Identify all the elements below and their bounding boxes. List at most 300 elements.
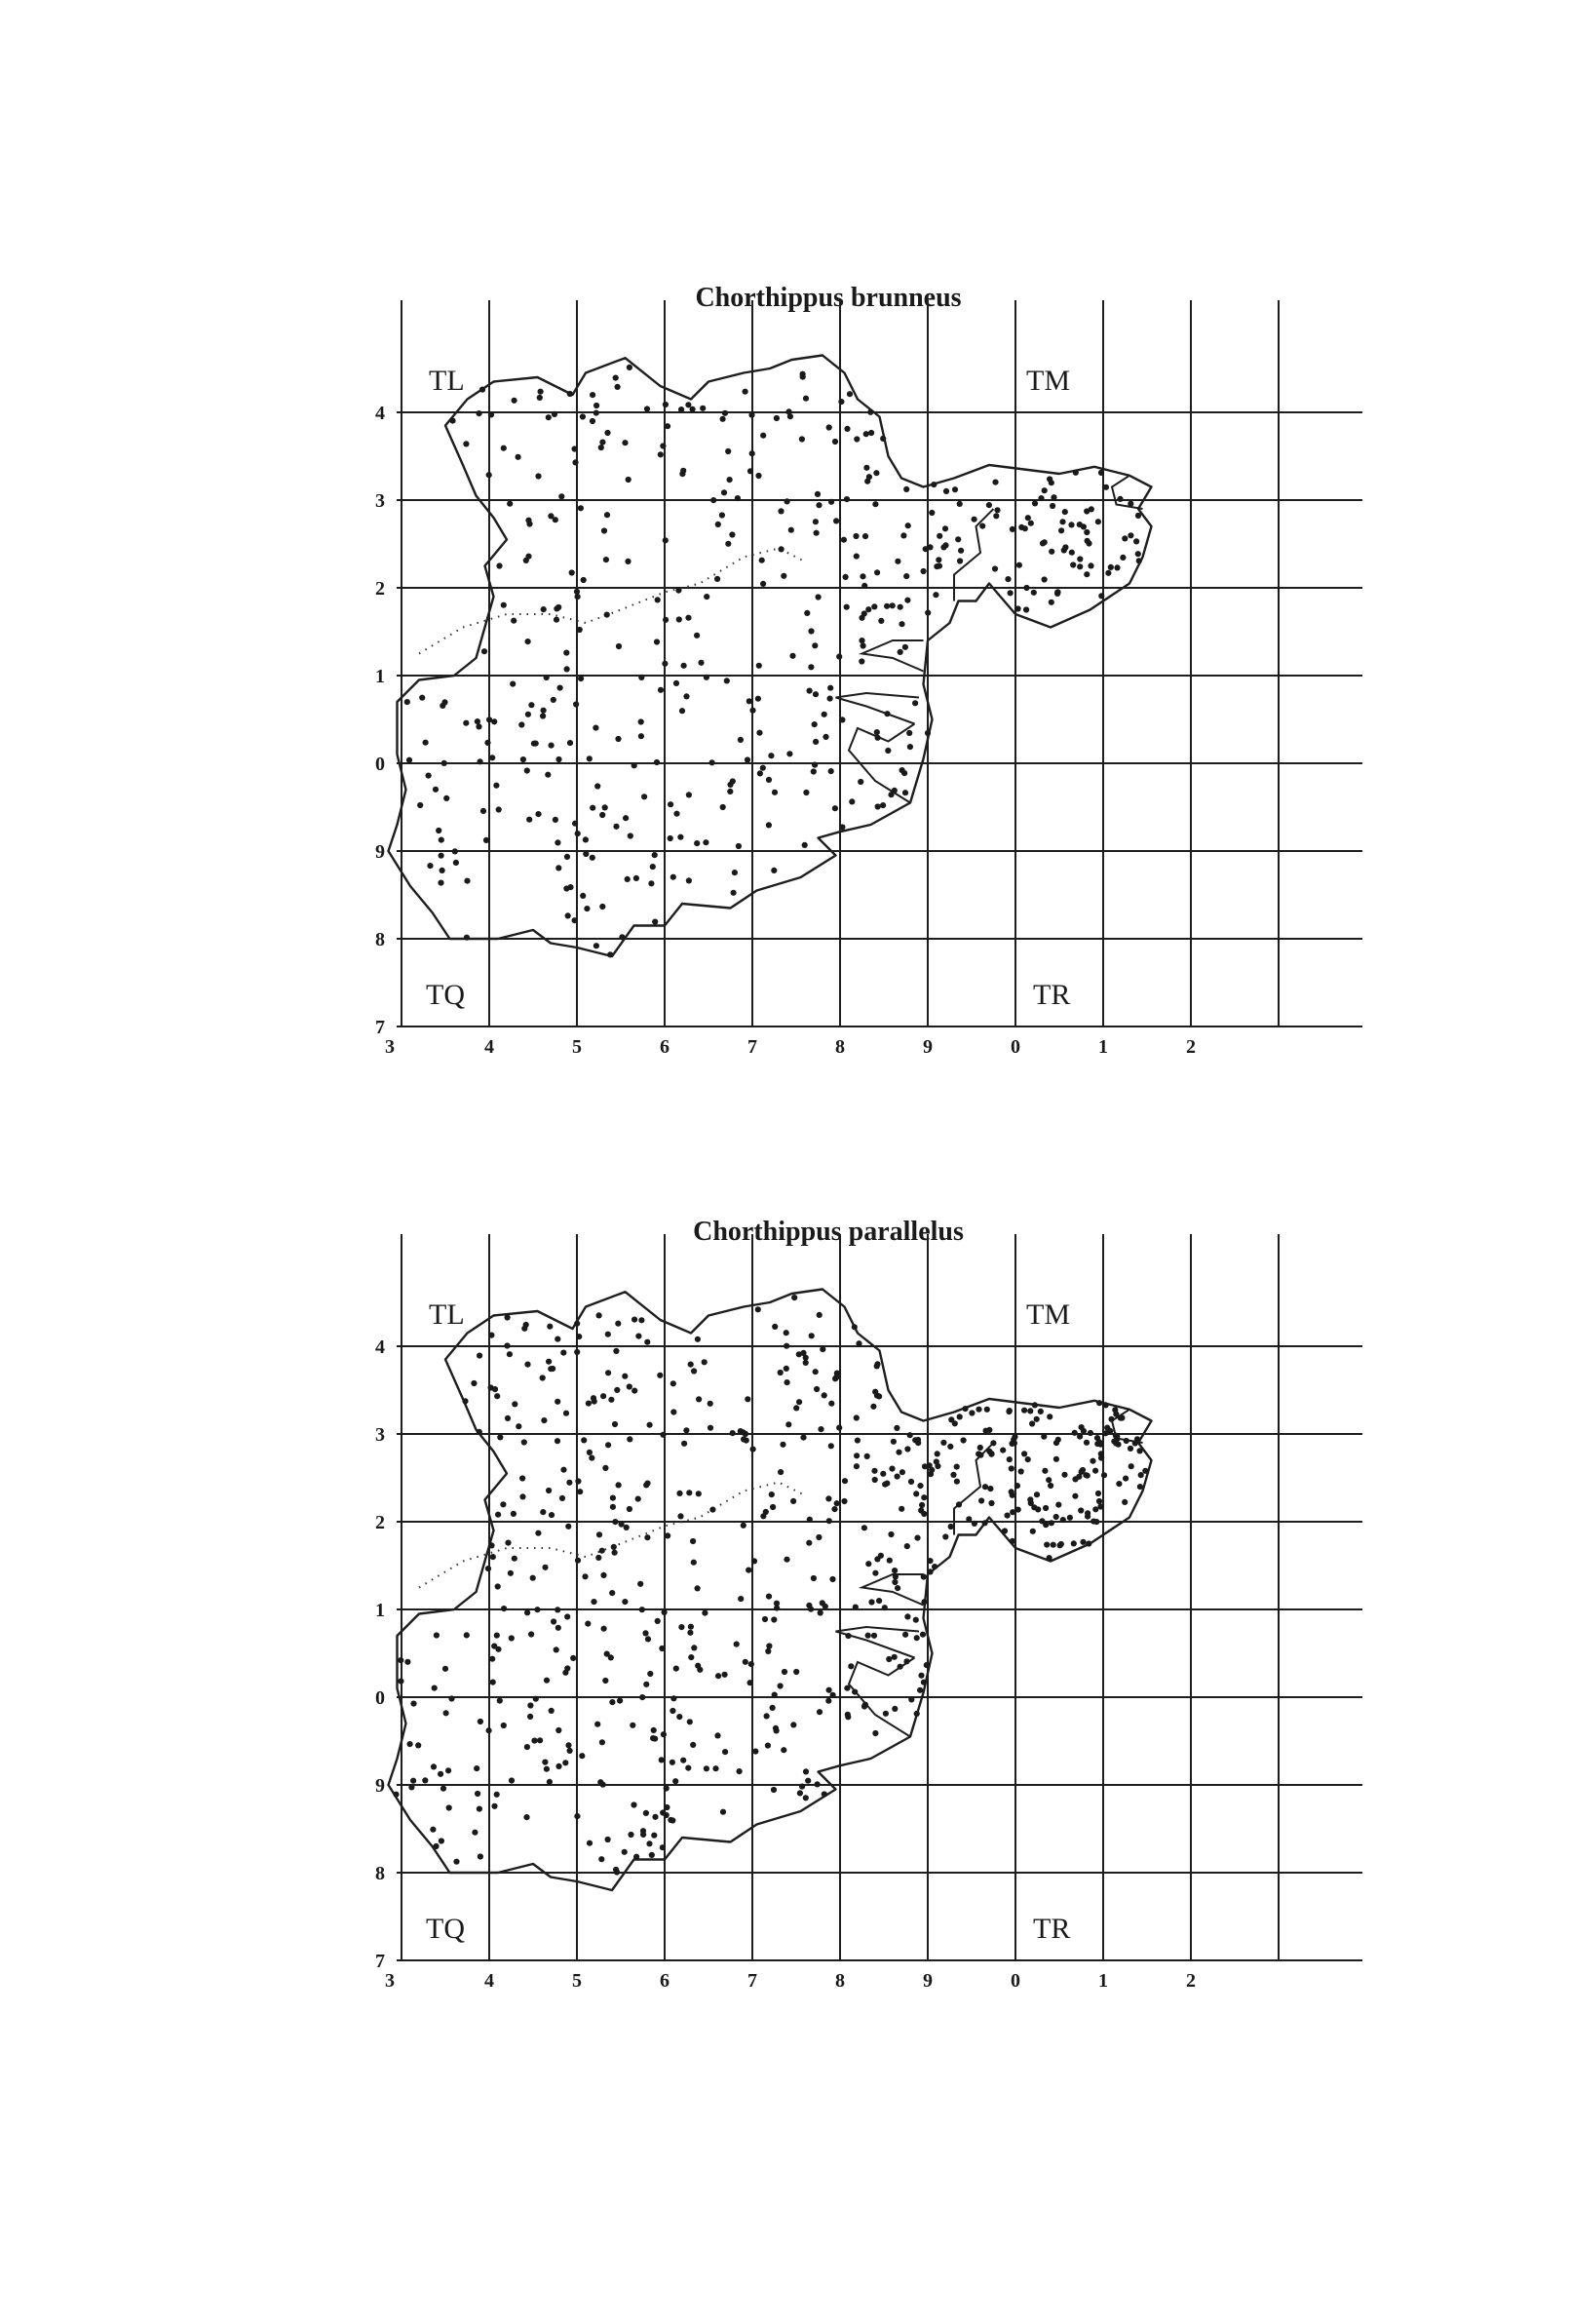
record-dot xyxy=(617,1698,623,1704)
record-dot xyxy=(622,1599,628,1605)
record-dot xyxy=(1086,1540,1091,1546)
record-dot xyxy=(1054,590,1060,596)
record-dot xyxy=(509,1777,515,1783)
x-tick-label: 6 xyxy=(660,1970,670,1992)
record-dot xyxy=(772,1692,778,1698)
record-dot xyxy=(1016,562,1022,568)
record-dot xyxy=(1124,1438,1129,1444)
record-dot xyxy=(1077,563,1083,569)
record-dot xyxy=(691,1368,697,1374)
record-dot xyxy=(481,648,487,654)
record-dot xyxy=(623,815,629,821)
record-dot xyxy=(590,855,595,861)
record-dot xyxy=(505,1314,511,1320)
record-dot xyxy=(709,759,715,765)
record-dot xyxy=(827,685,833,691)
record-dot xyxy=(484,740,490,746)
record-dot xyxy=(583,836,589,842)
y-tick-label: 1 xyxy=(375,666,385,687)
record-dot xyxy=(1085,538,1091,544)
record-dot xyxy=(564,1613,570,1619)
x-tick-label: 0 xyxy=(1011,1970,1020,1992)
record-dot xyxy=(528,1631,534,1637)
record-dot xyxy=(516,454,521,460)
record-dot xyxy=(843,574,849,580)
record-dot xyxy=(847,391,853,397)
record-dot xyxy=(665,1532,670,1538)
record-dot xyxy=(678,1624,684,1630)
record-dot xyxy=(908,1696,914,1702)
record-dot xyxy=(1027,1408,1033,1414)
record-dot xyxy=(631,1388,637,1394)
record-dot xyxy=(491,718,497,724)
record-dot xyxy=(1049,549,1054,555)
record-dot xyxy=(622,440,628,445)
record-dot xyxy=(892,1568,898,1573)
record-dot xyxy=(1095,519,1101,524)
record-dot xyxy=(1122,1499,1128,1505)
record-dot xyxy=(639,1607,645,1612)
record-dot xyxy=(1105,570,1111,576)
record-dot xyxy=(655,1618,661,1624)
record-dot xyxy=(555,1607,560,1612)
distribution-map-brunneus xyxy=(0,263,1569,1141)
x-tick-label: 5 xyxy=(572,1036,582,1058)
record-dot xyxy=(954,1479,960,1485)
y-tick-label: 8 xyxy=(375,1863,385,1884)
x-tick-label: 3 xyxy=(385,1970,395,1992)
record-dot xyxy=(463,720,469,726)
map-title: Chorthippus brunneus xyxy=(695,283,962,313)
record-dot xyxy=(1029,1420,1035,1426)
record-dot xyxy=(1101,1472,1107,1478)
record-dot xyxy=(829,1576,835,1582)
record-dot xyxy=(827,696,833,702)
record-dot xyxy=(1051,1542,1056,1548)
record-dot xyxy=(432,1685,438,1691)
record-dot xyxy=(644,1481,650,1487)
record-dot xyxy=(766,777,772,783)
record-dot xyxy=(505,1415,511,1421)
record-dot xyxy=(729,531,735,537)
y-tick-label: 1 xyxy=(375,1600,385,1621)
record-dot xyxy=(449,418,455,424)
x-tick-label: 2 xyxy=(1186,1036,1196,1058)
record-dot xyxy=(982,1520,988,1526)
record-dot xyxy=(615,736,621,742)
record-dot xyxy=(591,1599,596,1605)
record-dot xyxy=(670,874,676,880)
record-dot xyxy=(510,681,516,687)
record-dot xyxy=(1008,590,1014,596)
record-dot xyxy=(854,436,860,442)
record-dot xyxy=(1117,496,1123,502)
record-dot xyxy=(826,1687,832,1693)
record-dot xyxy=(1031,590,1037,596)
record-dot xyxy=(1138,1472,1144,1478)
record-dot xyxy=(790,1722,796,1727)
record-dot xyxy=(525,518,531,523)
record-dot xyxy=(578,676,584,681)
record-dot xyxy=(1021,1408,1027,1414)
record-dot xyxy=(923,546,929,552)
record-dot xyxy=(679,708,685,714)
record-dot xyxy=(488,411,494,417)
record-dot xyxy=(861,1703,867,1709)
record-dot xyxy=(557,685,563,691)
record-dot xyxy=(433,1843,439,1849)
record-dot xyxy=(501,1723,507,1728)
record-dot xyxy=(809,1333,815,1338)
record-dot xyxy=(848,1663,854,1669)
record-dot xyxy=(686,792,692,797)
record-dot xyxy=(552,411,557,417)
record-dot xyxy=(1088,1430,1093,1436)
record-dot xyxy=(784,1366,789,1372)
record-dot xyxy=(838,399,844,405)
record-dot xyxy=(1077,1434,1083,1440)
record-dot xyxy=(899,1506,904,1512)
record-dot xyxy=(652,852,658,858)
record-dot xyxy=(800,1350,806,1356)
record-dot xyxy=(1108,564,1114,570)
record-dot xyxy=(490,1680,496,1685)
record-dot xyxy=(872,1730,878,1736)
record-dot xyxy=(658,687,664,693)
y-tick-label: 4 xyxy=(375,1336,385,1358)
record-dot xyxy=(788,527,794,533)
record-dot xyxy=(812,762,818,768)
record-dot xyxy=(731,890,737,896)
record-dot xyxy=(913,1491,919,1496)
square-label-tq: TQ xyxy=(426,1913,465,1945)
square-label-tm: TM xyxy=(1026,1298,1070,1331)
record-dot xyxy=(732,870,738,875)
map-panel-parallelus xyxy=(0,1197,1569,2074)
record-dot xyxy=(752,1749,758,1755)
record-dot xyxy=(663,537,669,543)
record-dot xyxy=(760,433,766,439)
record-dot xyxy=(537,395,543,401)
record-dot xyxy=(825,1698,831,1704)
record-dot xyxy=(601,1626,607,1632)
record-dot xyxy=(477,1429,482,1435)
record-dot xyxy=(516,1423,521,1429)
record-dot xyxy=(1080,1539,1086,1545)
record-dot xyxy=(958,548,964,554)
record-dot xyxy=(832,805,838,811)
record-dot xyxy=(600,1572,606,1578)
record-dot xyxy=(555,839,560,845)
record-dot xyxy=(422,1777,428,1783)
record-dot xyxy=(593,410,599,416)
record-dot xyxy=(509,1635,515,1641)
record-dot xyxy=(834,1371,840,1376)
record-dot xyxy=(625,876,631,882)
record-dot xyxy=(687,1719,693,1724)
record-dot xyxy=(744,1438,749,1444)
record-dot xyxy=(542,1565,548,1570)
record-dot xyxy=(526,817,532,823)
record-dot xyxy=(813,1369,819,1375)
record-dot xyxy=(555,865,561,871)
record-dot xyxy=(928,1569,934,1574)
record-dot xyxy=(770,1705,776,1711)
record-dot xyxy=(664,1785,670,1791)
record-dot xyxy=(760,765,766,771)
record-dot xyxy=(766,822,772,828)
record-dot xyxy=(816,1534,822,1540)
record-dot xyxy=(751,1558,757,1564)
record-dot xyxy=(698,660,704,666)
record-dot xyxy=(443,795,449,801)
record-dot xyxy=(564,854,570,860)
record-dot xyxy=(957,501,963,507)
record-dot xyxy=(942,525,948,531)
record-dot xyxy=(925,730,931,736)
y-tick-label: 0 xyxy=(375,1687,385,1709)
record-dot xyxy=(883,1711,889,1717)
record-dot xyxy=(489,1656,495,1662)
record-dot xyxy=(697,1667,703,1673)
record-dot xyxy=(880,436,886,442)
record-dot xyxy=(612,1421,618,1427)
record-dot xyxy=(1048,1483,1053,1489)
record-dot xyxy=(972,1521,977,1527)
square-label-tr: TR xyxy=(1033,1913,1071,1945)
record-dot xyxy=(994,507,1000,513)
square-label-tl: TL xyxy=(429,1298,465,1331)
record-dot xyxy=(793,1669,799,1675)
record-dot xyxy=(546,414,552,420)
record-dot xyxy=(725,448,731,454)
record-dot xyxy=(569,569,575,575)
record-dot xyxy=(477,410,482,416)
record-dot xyxy=(803,1360,809,1366)
record-dot xyxy=(722,410,728,416)
record-dot xyxy=(899,767,905,773)
record-dot xyxy=(771,1616,777,1622)
record-dot xyxy=(627,1506,632,1512)
record-dot xyxy=(544,1678,550,1684)
record-dot xyxy=(655,597,661,602)
record-dot xyxy=(825,1495,831,1501)
record-dot xyxy=(1094,1441,1100,1447)
record-dot xyxy=(748,412,754,418)
distribution-map-parallelus xyxy=(0,1197,1569,2074)
record-dot xyxy=(567,391,573,397)
record-dot xyxy=(785,408,791,414)
record-dot xyxy=(683,693,689,699)
record-dot xyxy=(494,1792,500,1798)
record-dot xyxy=(720,1809,726,1815)
record-dot xyxy=(415,1742,421,1748)
record-dot xyxy=(642,1630,648,1636)
record-dot xyxy=(955,536,961,542)
record-dot xyxy=(563,1411,569,1416)
record-dot xyxy=(599,1548,605,1554)
record-dot xyxy=(1058,527,1064,533)
record-dot xyxy=(607,951,613,957)
record-dot xyxy=(596,1531,602,1537)
record-dot xyxy=(683,1427,689,1433)
record-dot xyxy=(1034,1491,1040,1497)
record-dot xyxy=(555,1727,561,1733)
y-tick-label: 7 xyxy=(375,1017,385,1038)
record-dot xyxy=(670,1695,676,1701)
record-dot xyxy=(992,565,998,571)
record-dot xyxy=(769,1491,775,1497)
record-dot xyxy=(475,718,480,724)
record-dot xyxy=(1133,538,1139,544)
record-dot xyxy=(1119,1414,1125,1420)
record-dot xyxy=(859,638,864,643)
record-dot xyxy=(768,753,774,758)
record-dot xyxy=(715,1673,721,1679)
record-dot xyxy=(417,802,423,808)
record-dot xyxy=(781,573,786,579)
record-dot xyxy=(947,1444,953,1450)
record-dot xyxy=(590,392,595,398)
record-dot xyxy=(715,522,721,527)
record-dot xyxy=(639,1694,645,1700)
record-dot xyxy=(893,1573,899,1579)
record-dot xyxy=(986,502,992,508)
record-dot xyxy=(984,1407,990,1413)
record-dot xyxy=(807,688,813,694)
record-dot xyxy=(686,877,692,883)
y-tick-label: 2 xyxy=(375,578,385,600)
record-dot xyxy=(1135,551,1141,557)
record-dot xyxy=(1007,1456,1013,1462)
record-dot xyxy=(826,1518,832,1524)
record-dot xyxy=(596,1312,602,1318)
record-dot xyxy=(663,402,669,407)
record-dot xyxy=(1010,526,1015,532)
x-tick-label: 8 xyxy=(835,1036,845,1058)
record-dot xyxy=(892,1579,898,1585)
record-dot xyxy=(854,554,860,560)
record-dot xyxy=(541,708,547,714)
record-dot xyxy=(785,1421,791,1427)
record-dot xyxy=(918,1673,924,1679)
record-dot xyxy=(525,712,531,717)
record-dot xyxy=(722,1749,728,1755)
record-dot xyxy=(635,1496,641,1502)
record-dot xyxy=(1032,1402,1038,1408)
y-tick-label: 3 xyxy=(375,490,385,512)
record-dot xyxy=(535,473,541,479)
record-dot xyxy=(578,505,584,511)
record-dot xyxy=(645,1636,651,1642)
record-dot xyxy=(574,1813,580,1819)
record-dot xyxy=(917,1687,923,1693)
record-dot xyxy=(686,1490,692,1495)
record-dot xyxy=(592,1399,597,1405)
record-dot xyxy=(928,1471,934,1477)
record-dot xyxy=(677,834,683,840)
record-dot xyxy=(834,1500,840,1506)
record-dot xyxy=(891,1439,897,1445)
record-dot xyxy=(495,1512,501,1518)
record-dot xyxy=(895,559,900,564)
record-dot xyxy=(554,605,559,611)
record-dot xyxy=(609,1590,615,1596)
record-dot xyxy=(604,512,610,518)
record-dot xyxy=(704,1765,709,1771)
record-dot xyxy=(875,803,881,809)
record-dot xyxy=(494,1633,500,1639)
record-dot xyxy=(778,1469,784,1475)
record-dot xyxy=(933,592,938,598)
record-dot xyxy=(565,1742,571,1748)
record-dot xyxy=(856,1340,861,1346)
record-dot xyxy=(690,407,696,412)
record-dot xyxy=(602,804,608,810)
record-dot xyxy=(580,413,586,419)
record-dot xyxy=(816,502,822,508)
record-dot xyxy=(439,853,444,859)
record-dot xyxy=(854,1463,860,1469)
record-dot xyxy=(619,1522,625,1528)
record-dot xyxy=(868,430,874,436)
record-dot xyxy=(952,486,958,492)
record-dot xyxy=(1129,1463,1134,1469)
record-dot xyxy=(853,1605,859,1610)
record-dot xyxy=(864,479,870,484)
record-dot xyxy=(453,1859,459,1865)
record-dot xyxy=(741,1523,746,1529)
record-dot xyxy=(874,1556,880,1562)
record-dot xyxy=(407,1741,413,1747)
record-dot xyxy=(1128,532,1133,538)
record-dot xyxy=(704,675,709,680)
record-dot xyxy=(670,1380,676,1386)
record-dot xyxy=(549,1512,555,1518)
record-dot xyxy=(972,517,977,523)
record-dot xyxy=(805,1778,811,1784)
record-dot xyxy=(463,441,469,446)
record-dot xyxy=(464,1632,470,1638)
record-dot xyxy=(993,513,999,519)
record-dot xyxy=(722,1672,728,1678)
record-dot xyxy=(943,488,949,494)
record-dot xyxy=(1084,508,1090,514)
estuary-line xyxy=(836,1627,920,1658)
record-dot xyxy=(658,451,664,457)
record-dot xyxy=(572,445,578,451)
record-dot xyxy=(662,661,668,667)
record-dot xyxy=(476,723,481,729)
record-dot xyxy=(952,1420,958,1426)
record-dot xyxy=(1023,585,1029,591)
record-dot xyxy=(605,1837,611,1842)
record-dot xyxy=(789,653,795,659)
record-dot xyxy=(441,760,447,766)
record-dot xyxy=(1046,1477,1052,1483)
record-dot xyxy=(570,1655,576,1661)
record-dot xyxy=(832,1375,838,1381)
record-dot xyxy=(652,919,658,925)
record-dot xyxy=(410,1778,416,1784)
record-dot xyxy=(598,445,604,450)
record-dot xyxy=(531,1738,537,1744)
record-dot xyxy=(644,406,650,411)
record-dot xyxy=(560,1467,566,1473)
record-dot xyxy=(1120,555,1126,561)
record-dot xyxy=(613,1348,619,1354)
record-dot xyxy=(1038,1409,1044,1414)
